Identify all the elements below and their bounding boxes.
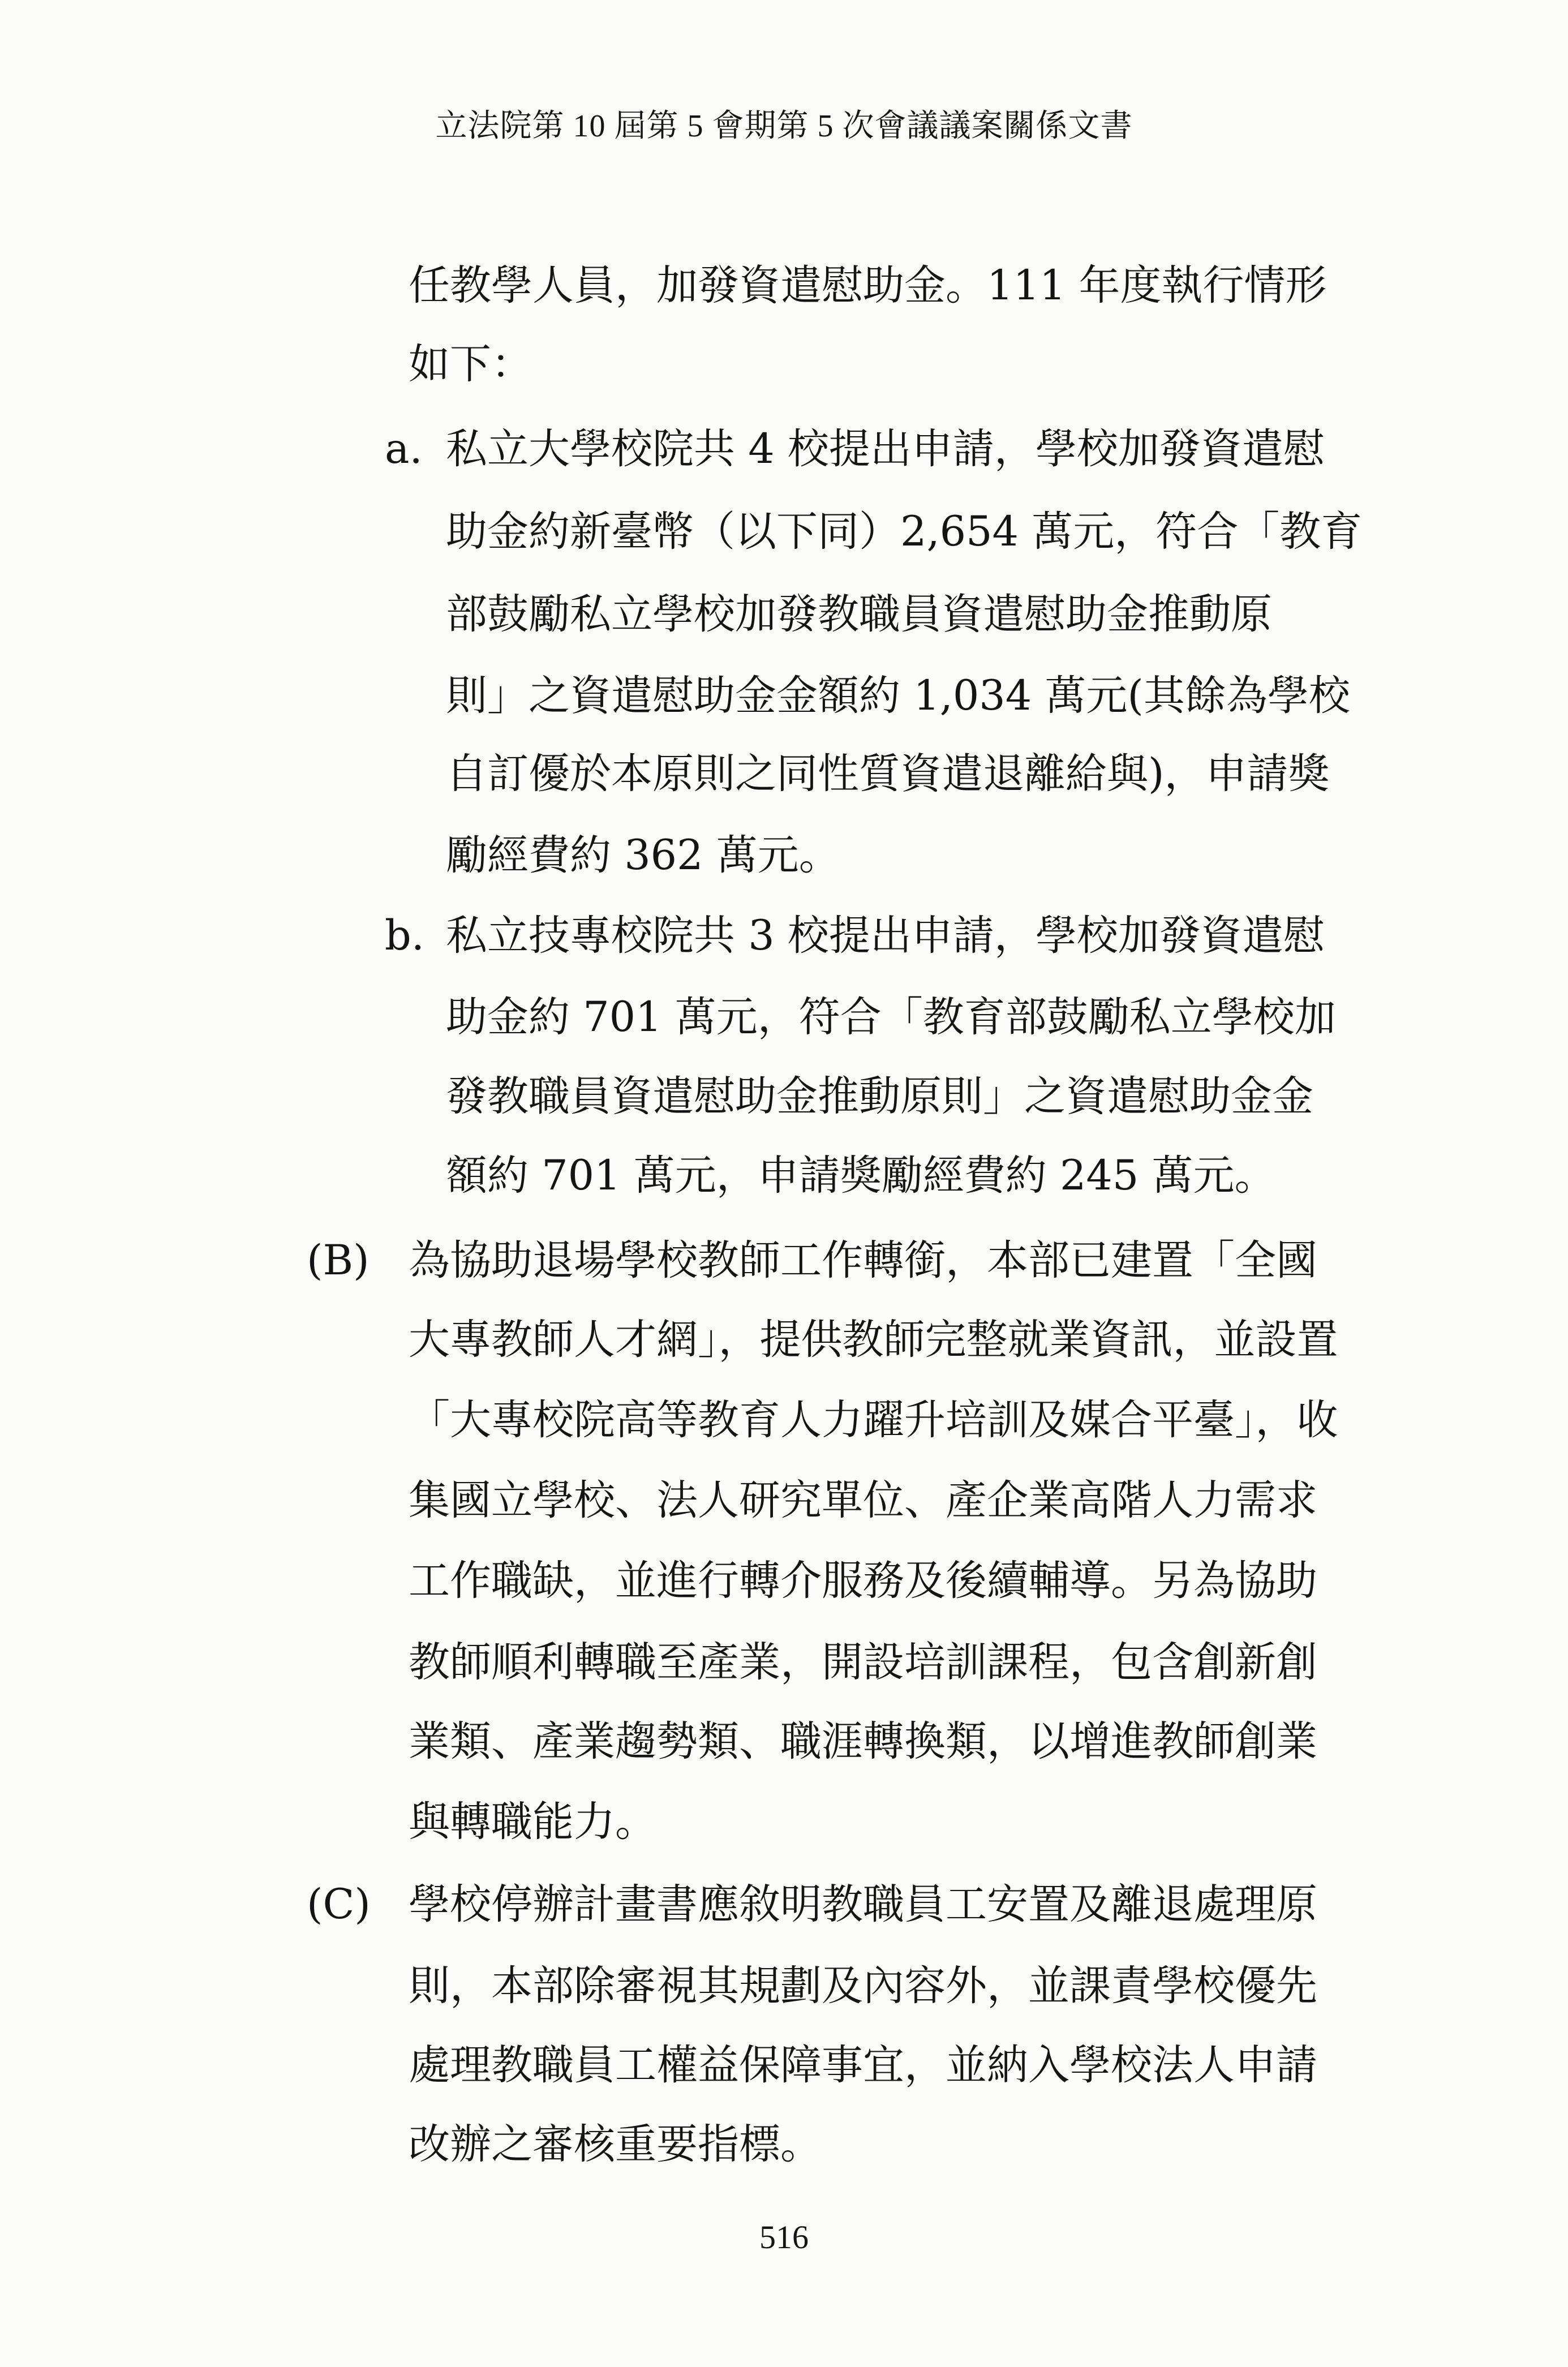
item-a-line-2: 助金約新臺幣（以下同）2,654 萬元，符合「教育 (446, 508, 1363, 556)
item-a-line-4: 則」之資遣慰助金金額約 1,034 萬元(其餘為學校 (446, 672, 1350, 720)
section-c-label: (C) (307, 1880, 371, 1928)
item-a-line-3: 部鼓勵私立學校加發教職員資遣慰助金推動原 (446, 590, 1272, 638)
item-b-label: b. (385, 912, 424, 960)
section-c-line-1: 學校停辦計畫書應敘明教職員工安置及離退處理原 (409, 1880, 1317, 1928)
page-number: 516 (759, 2219, 809, 2256)
intro-line-2: 如下： (409, 340, 532, 388)
intro-line-1: 任教學人員，加發資遣慰助金。111 年度執行情形 (409, 261, 1327, 310)
section-c-line-4: 改辦之審核重要指標。 (409, 2120, 822, 2168)
section-c-line-2: 則，本部除審視其規劃及內容外，並課責學校優先 (409, 1962, 1317, 2010)
section-b-line-3: 「大專校院高等教育人力躍升培訓及媒合平臺」，收 (409, 1396, 1338, 1444)
section-b-line-2: 大專教師人才網」，提供教師完整就業資訊，並設置 (409, 1316, 1338, 1364)
item-b-line-3: 發教職員資遣慰助金推動原則」之資遣慰助金金 (446, 1072, 1313, 1120)
item-a-label: a. (385, 425, 423, 473)
item-b-line-4: 額約 701 萬元，申請獎勵經費約 245 萬元。 (446, 1152, 1276, 1200)
section-b-line-1: 為協助退場學校教師工作轉銜，本部已建置「全國 (409, 1236, 1317, 1285)
item-a-line-5: 自訂優於本原則之同性質資遣退離給與)，申請獎 (446, 750, 1330, 798)
item-b-line-2: 助金約 701 萬元，符合「教育部鼓勵私立學校加 (446, 993, 1336, 1041)
section-b-line-4: 集國立學校、法人研究單位、產企業高階人力需求 (409, 1476, 1317, 1524)
section-b-line-8: 與轉職能力。 (409, 1798, 656, 1846)
item-b-line-1: 私立技專校院共 3 校提出申請，學校加發資遣慰 (446, 912, 1325, 960)
document-header: 立法院第 10 屆第 5 會期第 5 次會議議案關係文書 (435, 109, 1133, 144)
section-b-line-6: 教師順利轉職至產業，開設培訓課程，包含創新創 (409, 1638, 1317, 1686)
section-c-line-3: 處理教職員工權益保障事宜，並納入學校法人申請 (409, 2041, 1317, 2089)
section-b-line-7: 業類、產業趨勢類、職涯轉換類，以增進教師創業 (409, 1717, 1317, 1765)
item-a-line-1: 私立大學校院共 4 校提出申請，學校加發資遣慰 (446, 425, 1325, 473)
section-b-line-5: 工作職缺，並進行轉介服務及後續輔導。另為協助 (409, 1557, 1317, 1605)
section-b-label: (B) (307, 1236, 370, 1285)
item-a-line-6: 勵經費約 362 萬元。 (446, 831, 840, 879)
